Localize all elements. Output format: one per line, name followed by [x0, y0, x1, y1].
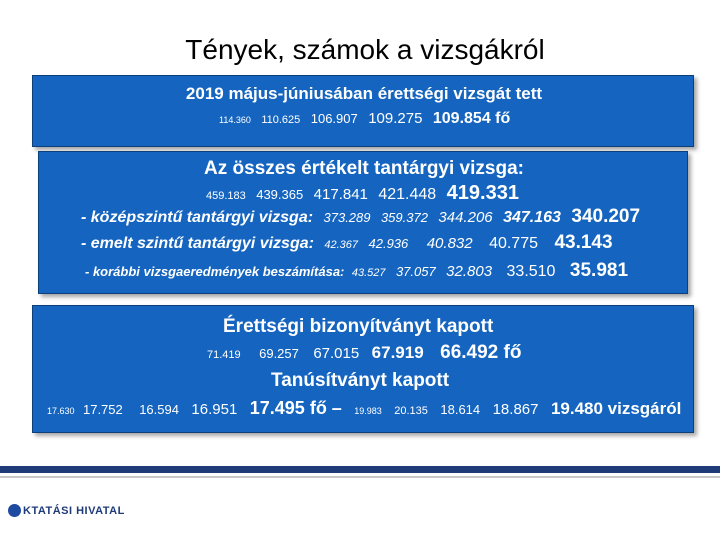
emelt-value: 42.936 [368, 236, 409, 251]
subject-exams-total-value: 459.183 [206, 190, 246, 202]
certificates-box [32, 305, 694, 433]
korabbi-final: 35.981 [569, 260, 629, 281]
korabbi-value: 33.510 [506, 263, 556, 280]
vizsga-value: 20.135 [394, 405, 428, 417]
korabbi-row [85, 260, 628, 282]
exam-takers-final: 109.854 fő [432, 110, 511, 127]
tanusitvany-final: 17.495 fő – [249, 398, 342, 418]
subject-exams-total-row [206, 182, 519, 205]
certificates-value: 71.419 [207, 349, 241, 361]
certificates-final: 66.492 fő [440, 342, 522, 363]
korabbi-value: 37.057 [395, 264, 436, 279]
tanusitvany-heading: Tanúsítványt kapott [271, 370, 450, 391]
kozep-value: 344.206 [438, 209, 493, 226]
certificates-value: 67.919 [371, 343, 424, 362]
exam-takers-value: 106.907 [310, 111, 358, 126]
footer-rule-thin [0, 476, 720, 478]
tanusitvany-value: 17.752 [82, 402, 123, 417]
certificates-heading: Érettségi bizonyítványt kapott [223, 316, 494, 337]
emelt-value: 42.367 [324, 239, 359, 251]
subject-exams-total-final: 419.331 [446, 182, 519, 204]
kozep-value: 347.163 [503, 209, 561, 226]
tanusitvany-value: 16.951 [191, 401, 238, 418]
subject-exams-heading: Az összes értékelt tantárgyi vizsga: [204, 158, 524, 179]
logo-text: KTATÁSI HIVATAL [23, 504, 125, 517]
korabbi-value: 43.527 [351, 267, 386, 279]
page-title: Tények, számok a vizsgákról [185, 34, 545, 65]
exam-takers-value: 114.360 [219, 115, 251, 125]
emelt-label: - emelt szintű tantárgyi vizsga: [81, 235, 314, 252]
kozep-final: 340.207 [571, 206, 641, 227]
subject-exams-box [38, 151, 688, 294]
emelt-value: 40.832 [426, 235, 473, 252]
tanusitvany-row [47, 398, 681, 419]
vizsga-value: 18.867 [492, 401, 539, 418]
kozep-row [81, 206, 640, 228]
certificates-value: 67.015 [313, 345, 360, 362]
exam-takers-value: 110.625 [261, 114, 301, 126]
subject-exams-total-value: 417.841 [313, 186, 368, 203]
exam-takers-value: 109.275 [368, 110, 423, 127]
vizsga-value: 19.983 [354, 406, 382, 416]
emelt-value: 40.775 [489, 235, 538, 252]
oktatasi-hivatal-logo [8, 504, 125, 517]
exam-takers-box [32, 75, 694, 147]
korabbi-value: 32.803 [446, 263, 493, 280]
vizsga-final: 19.480 vizsgáról [550, 399, 682, 418]
subject-exams-total-value: 439.365 [256, 187, 304, 202]
kozep-value: 359.372 [380, 210, 428, 225]
vizsga-value: 18.614 [440, 402, 481, 417]
certificates-value: 69.257 [259, 346, 299, 361]
exam-takers-row [219, 110, 510, 128]
exam-takers-heading: 2019 május-júniusában érettségi vizsgát tett [185, 84, 543, 103]
footer-rule [0, 466, 720, 473]
korabbi-label: - korábbi vizsgaeredmények beszámítása: [85, 264, 345, 279]
certificates-row [207, 342, 521, 364]
tanusitvany-value: 17.630 [47, 406, 75, 416]
kozep-label: - középszintű tantárgyi vizsga: [81, 209, 314, 226]
emelt-final: 43.143 [554, 232, 613, 253]
circle-o-icon [8, 504, 21, 517]
kozep-value: 373.289 [323, 210, 371, 225]
tanusitvany-value: 16.594 [139, 402, 179, 417]
subject-exams-total-value: 421.448 [378, 186, 437, 203]
emelt-row [81, 232, 613, 254]
